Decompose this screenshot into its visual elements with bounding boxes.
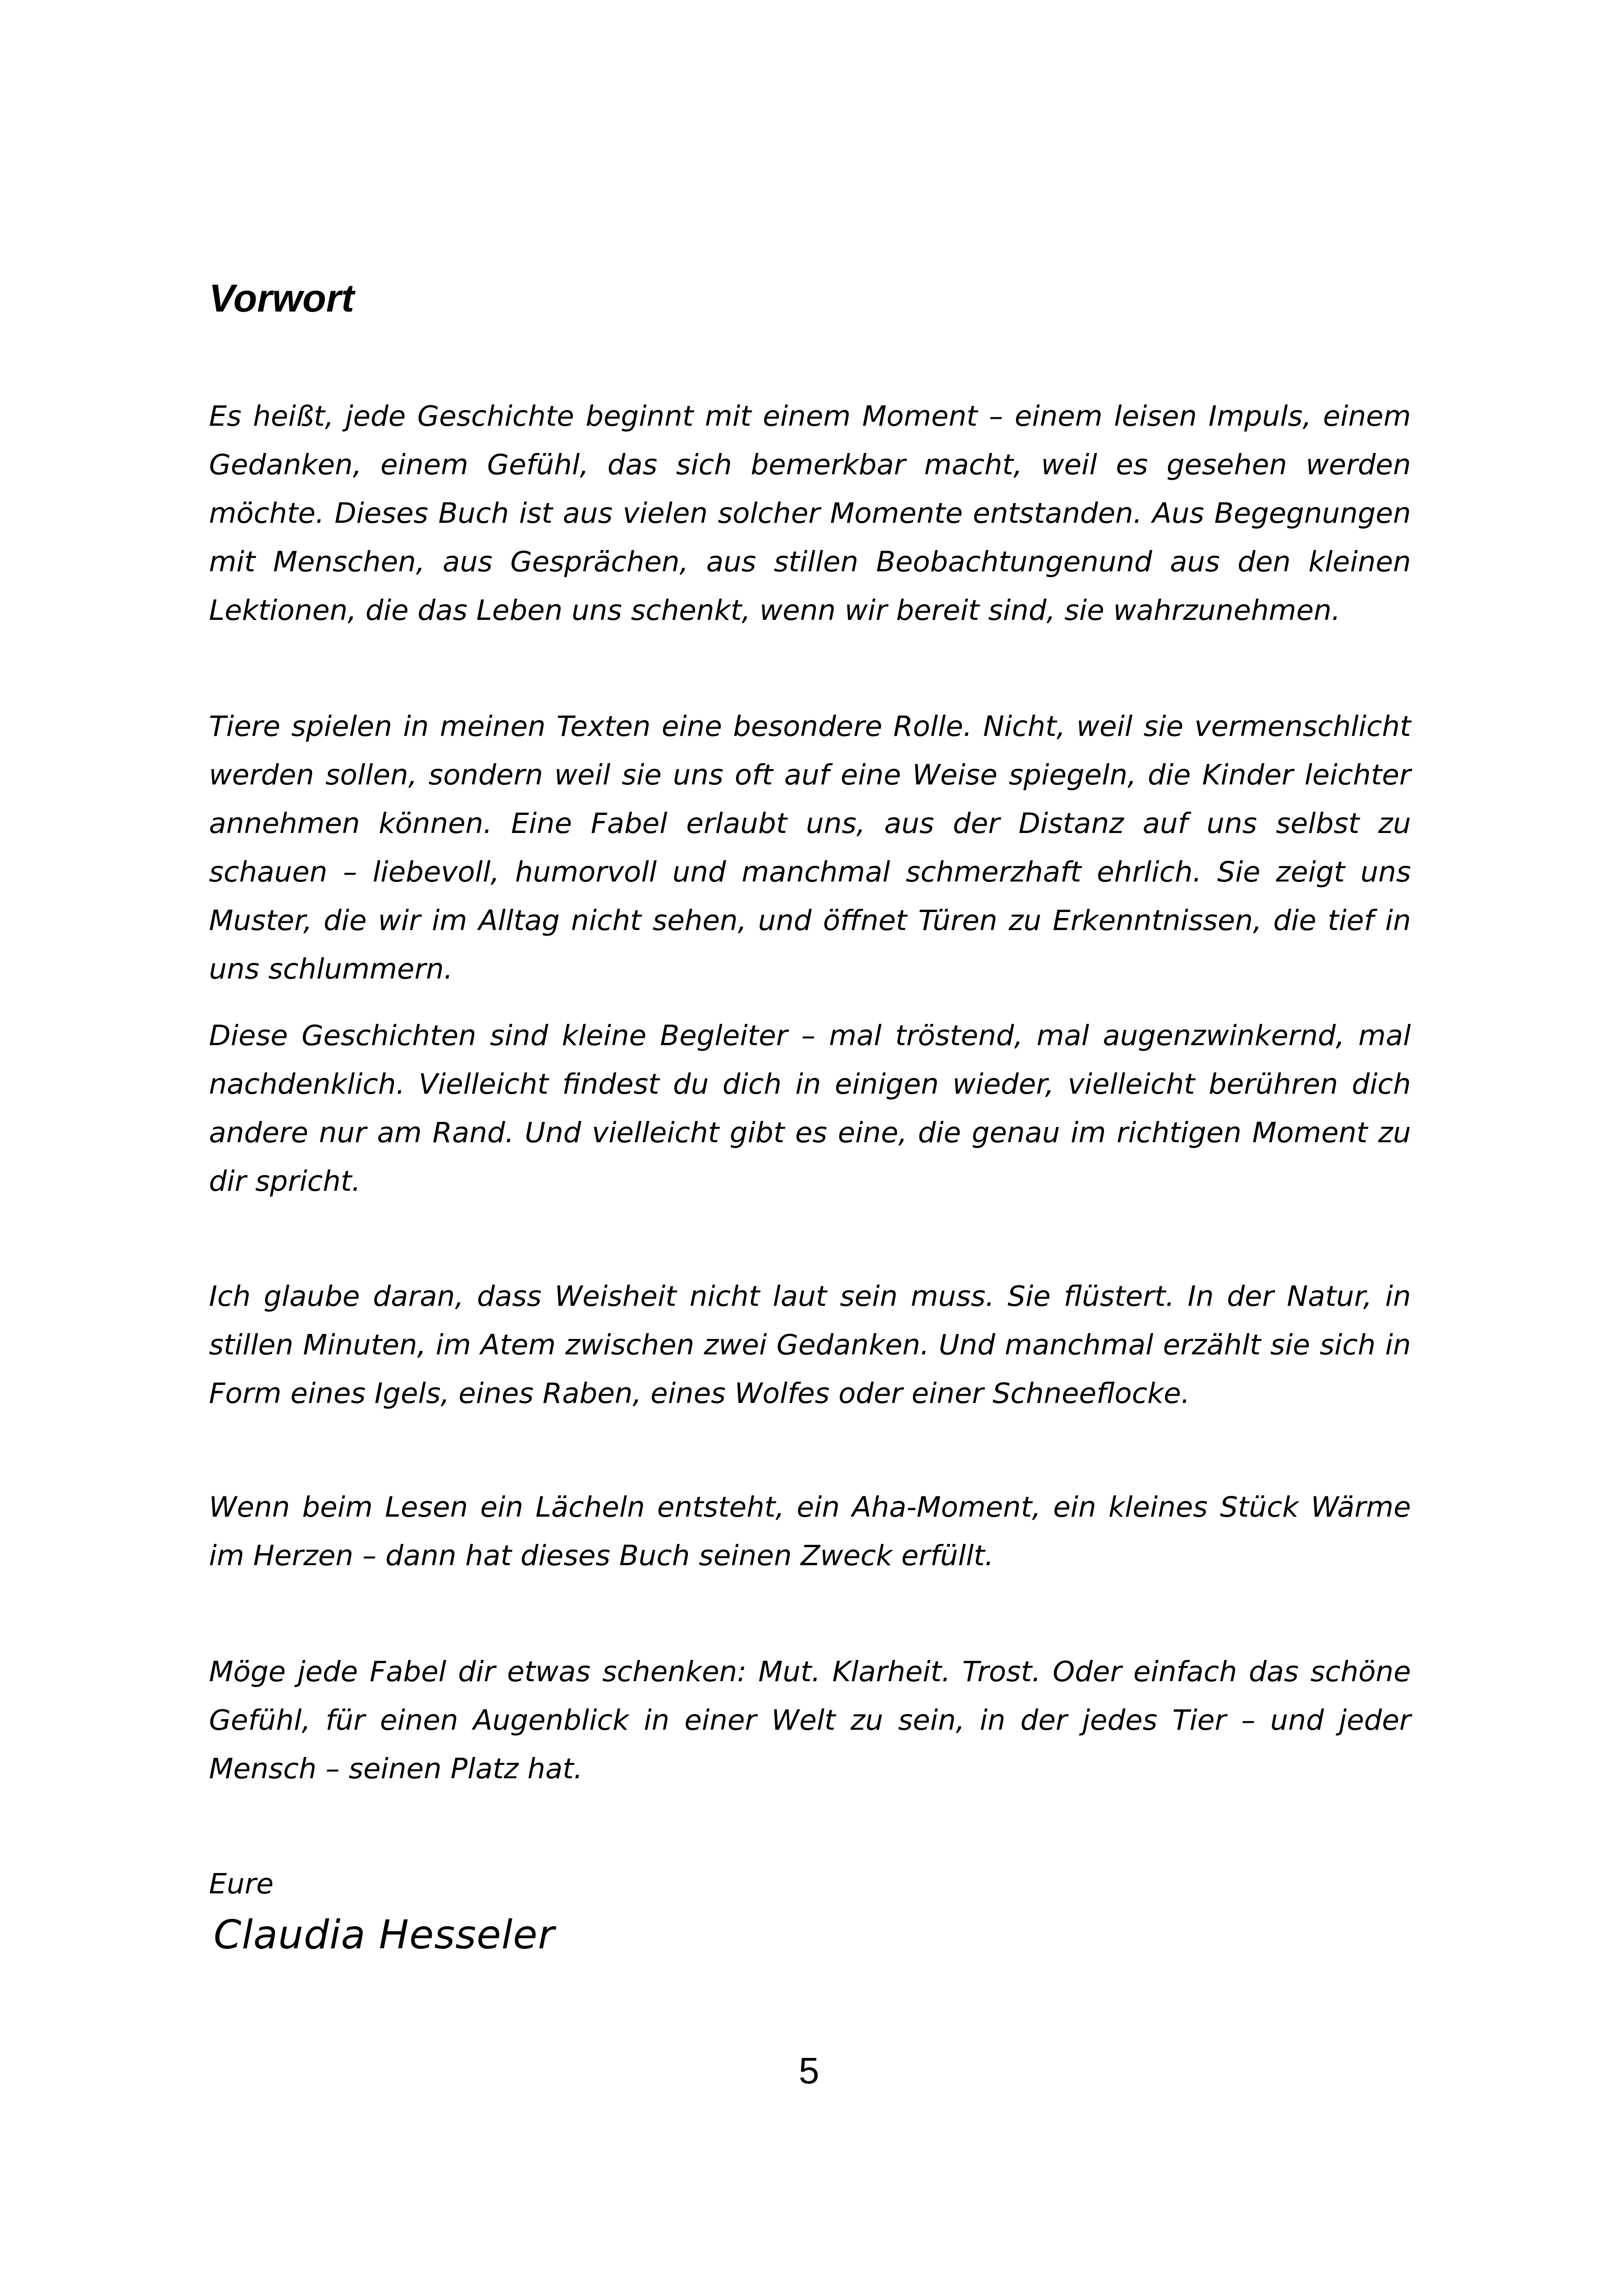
paragraph-2: Tiere spielen in meinen Texten eine besondere Rolle. Nicht, weil sie vermenschlicht werden sollen, sondern weil sie uns oft auf eine Weise spiegeln, die Kinder leichter annehmen können. Eine Fabel erlaubt uns, aus der Distanz auf uns selbst zu schauen – liebevoll, humorvoll und manchmal schmerzhaft ehrlich. Sie zeigt uns Muster, die wir im Alltag nicht sehen, und öffnet Türen zu Erkenntnissen, die tief in uns schlummern.	[209, 710, 1411, 986]
page-number: 5	[798, 2050, 820, 2091]
paragraph-1: Es heißt, jede Geschichte beginnt mit einem Moment – einem leisen Impuls, einem Gedanken, einem Gefühl, das sich bemerkbar macht, weil es gesehen werden möchte. Dieses Buch ist aus vielen solcher Momente entstanden. Aus Begegnungen mit Menschen, aus Gesprächen, aus stillen Beobachtungenund aus den kleinen Lektionen, die das Leben uns schenkt, wenn wir bereit sind, sie wahrzunehmen.	[209, 400, 1411, 627]
paragraph-3: Diese Geschichten sind kleine Begleiter – mal tröstend, mal augenzwinkernd, mal nachdenklich. Vielleicht findest du dich in einigen wieder, vielleicht berühren dich andere nur am Rand. Und vielleicht gibt es eine, die genau im richtigen Moment zu dir spricht.	[209, 1019, 1411, 1198]
paragraph-4: Ich glaube daran, dass Weisheit nicht laut sein muss. Sie flüstert. In der Natur, in stillen Minuten, im Atem zwischen zwei Gedanken. Und manchmal erzählt sie sich in Form eines Igels, eines Raben, eines Wolfes oder einer Schneeflocke.	[209, 1280, 1411, 1410]
paragraph-5: Wenn beim Lesen ein Lächeln entsteht, ein Aha-Moment, ein kleines Stück Wärme im Herzen – dann hat dieses Buch seinen Zweck erfüllt.	[209, 1491, 1411, 1572]
closing-salutation: Eure	[209, 1867, 274, 1900]
page-title: Vorwort	[209, 276, 355, 320]
paragraph-6: Möge jede Fabel dir etwas schenken: Mut. Klarheit. Trost. Oder einfach das schöne Gefühl, für einen Augenblick in einer Welt zu sein, in der jedes Tier – und jeder Mensch – seinen Platz hat.	[209, 1655, 1411, 1785]
author-signature: Claudia Hesseler	[214, 1912, 555, 1958]
